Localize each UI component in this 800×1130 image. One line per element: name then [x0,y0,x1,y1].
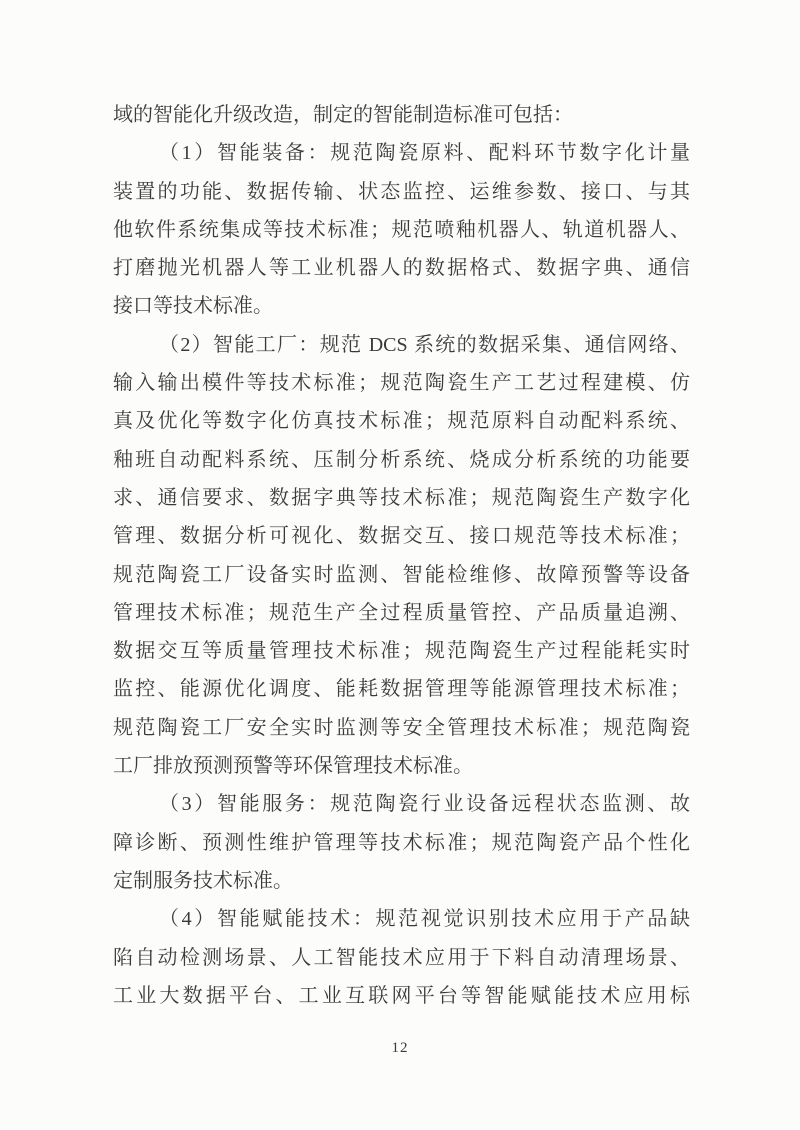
text-line: 管理、数据分析可视化、数据交互、接口规范等技术标准； [113,525,690,548]
text-line: 数据交互等质量管理技术标准；规范陶瓷生产过程能耗实时 [113,640,690,663]
text-line: 障诊断、预测性维护管理等技术标准；规范陶瓷产品个性化 [113,831,690,854]
text-line: 真及优化等数字化仿真技术标准；规范原料自动配料系统、 [113,410,690,433]
text-line: 他软件系统集成等技术标准；规范喷釉机器人、轨道机器人、 [113,218,690,241]
text-line: 打磨抛光机器人等工业机器人的数据格式、数据字典、通信 [113,257,690,280]
text-line: 域的智能化升级改造，制定的智能制造标准可包括： [113,104,573,126]
page-number: 12 [391,1040,409,1056]
text-line: （3）智能服务：规范陶瓷行业设备远程状态监测、故 [159,793,690,816]
text-line: （4）智能赋能技术：规范视觉识别技术应用于产品缺 [159,908,690,931]
text-line: 定制服务技术标准。 [113,869,293,892]
text-line: 陷自动检测场景、人工智能技术应用于下料自动清理场景、 [113,946,690,969]
text-line: 管理技术标准；规范生产全过程质量管控、产品质量追溯、 [113,601,690,624]
text-line: 接口等技术标准。 [113,295,273,318]
text-line: （1）智能装备：规范陶瓷原料、配料环节数字化计量 [159,142,690,165]
text-line: 规范陶瓷工厂安全实时监测等安全管理技术标准；规范陶瓷 [113,716,690,739]
text-line: 规范陶瓷工厂设备实时监测、智能检维修、故障预警等设备 [113,563,690,586]
text-line: 输入输出模件等技术标准；规范陶瓷生产工艺过程建模、仿 [113,372,690,395]
text-line: 工业大数据平台、工业互联网平台等智能赋能技术应用标 [113,984,690,1007]
text-line: （2）智能工厂：规范 DCS 系统的数据采集、通信网络、 [159,333,690,356]
body-text [113,96,690,1015]
text-line: 装置的功能、数据传输、状态监控、运维参数、接口、与其 [113,180,690,203]
text-line: 监控、能源优化调度、能耗数据管理等能源管理技术标准； [113,678,690,701]
text-line: 工厂排放预测预警等环保管理技术标准。 [113,755,473,778]
text-line: 求、通信要求、数据字典等技术标准；规范陶瓷生产数字化 [113,486,690,509]
text-line: 釉班自动配料系统、压制分析系统、烧成分析系统的功能要 [113,448,690,471]
